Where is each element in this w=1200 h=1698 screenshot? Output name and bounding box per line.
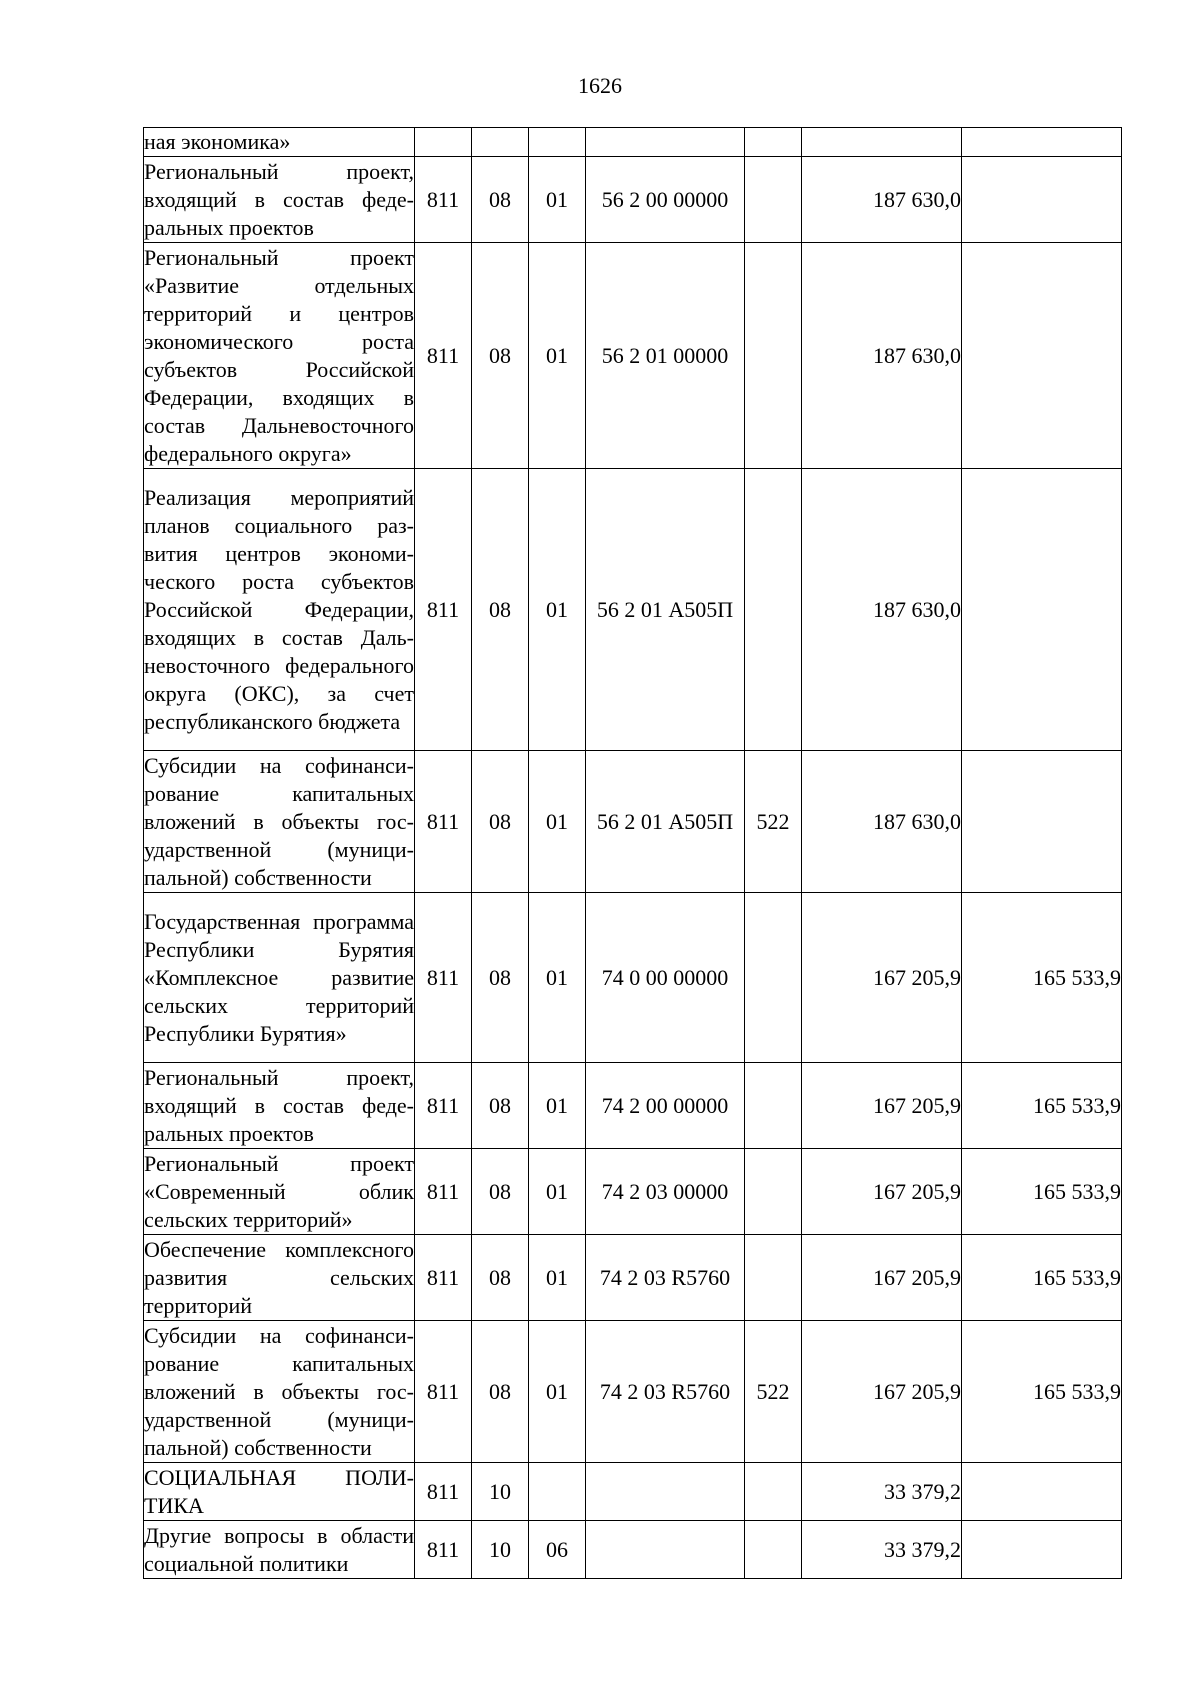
table-row [144, 1521, 1122, 1579]
expense-type-code [745, 1463, 802, 1521]
row-name: Субсидии на софинансирование капитальных вложений в объекты государственной (муниципальной) собственности [144, 1321, 415, 1463]
subsection-code: 01 [529, 1235, 586, 1321]
row-name: Региональный проект «Современный облик сельских территорий» [144, 1149, 415, 1235]
section-code: 08 [472, 893, 529, 1063]
admin-code: 811 [415, 751, 472, 893]
section-code: 08 [472, 1321, 529, 1463]
expense-type-code [745, 893, 802, 1063]
table-row [144, 893, 1122, 1063]
sum-year-2 [962, 1521, 1122, 1579]
target-item-code: 56 2 01 00000 [586, 243, 745, 469]
row-name: Государственная программа Республики Бурятия «Комплексное развитие сельских территорий Республики Бурятия» [144, 893, 415, 1063]
sum-year-2 [962, 469, 1122, 751]
subsection-code: 01 [529, 1149, 586, 1235]
target-item-code: 74 2 03 R5760 [586, 1235, 745, 1321]
sum-year-1: 33 379,2 [802, 1463, 962, 1521]
subsection-code: 01 [529, 893, 586, 1063]
table-row [144, 243, 1122, 469]
section-code: 08 [472, 469, 529, 751]
section-code: 08 [472, 243, 529, 469]
sum-year-1: 167 205,9 [802, 1149, 962, 1235]
subsection-code: 01 [529, 157, 586, 243]
target-item-code: 56 2 00 00000 [586, 157, 745, 243]
row-name: Региональный проект «Развитие отдельных территорий и центров экономического роста субъектов Российской Федерации, входящих в состав Дальневосточного федерального округа» [144, 243, 415, 469]
section-code: 08 [472, 1149, 529, 1235]
table-row [144, 469, 1122, 751]
subsection-code [529, 128, 586, 157]
table-row [144, 1235, 1122, 1321]
admin-code [415, 128, 472, 157]
target-item-code [586, 1521, 745, 1579]
sum-year-1: 167 205,9 [802, 1063, 962, 1149]
admin-code: 811 [415, 893, 472, 1063]
section-code: 08 [472, 1063, 529, 1149]
expense-type-code [745, 1063, 802, 1149]
section-code: 08 [472, 157, 529, 243]
expense-type-code [745, 157, 802, 243]
row-name: СОЦИАЛЬНАЯ ПОЛИТИКА [144, 1463, 415, 1521]
sum-year-1: 167 205,9 [802, 893, 962, 1063]
table-row [144, 128, 1122, 157]
admin-code: 811 [415, 1063, 472, 1149]
table-row [144, 751, 1122, 893]
subsection-code: 01 [529, 1063, 586, 1149]
table-row [144, 1149, 1122, 1235]
sum-year-2 [962, 157, 1122, 243]
sum-year-1: 187 630,0 [802, 157, 962, 243]
sum-year-1: 187 630,0 [802, 243, 962, 469]
sum-year-1: 33 379,2 [802, 1521, 962, 1579]
row-name: Субсидии на софинансирование капитальных вложений в объекты государственной (муниципальной) собственности [144, 751, 415, 893]
page-number: 1626 [578, 73, 622, 98]
row-name: Обеспечение комплексного развития сельских территорий [144, 1235, 415, 1321]
expense-type-code [745, 128, 802, 157]
sum-year-1: 187 630,0 [802, 469, 962, 751]
sum-year-1: 167 205,9 [802, 1235, 962, 1321]
sum-year-2 [962, 128, 1122, 157]
subsection-code: 01 [529, 1321, 586, 1463]
sum-year-2 [962, 243, 1122, 469]
sum-year-2: 165 533,9 [962, 1063, 1122, 1149]
section-code: 08 [472, 751, 529, 893]
sum-year-2 [962, 751, 1122, 893]
admin-code: 811 [415, 1235, 472, 1321]
admin-code: 811 [415, 1321, 472, 1463]
budget-table [143, 127, 1122, 1579]
section-code: 10 [472, 1463, 529, 1521]
sum-year-2: 165 533,9 [962, 1149, 1122, 1235]
sum-year-2: 165 533,9 [962, 1321, 1122, 1463]
sum-year-1 [802, 128, 962, 157]
expense-type-code [745, 469, 802, 751]
sum-year-2 [962, 1463, 1122, 1521]
table-row [144, 1321, 1122, 1463]
admin-code: 811 [415, 469, 472, 751]
section-code: 10 [472, 1521, 529, 1579]
row-name: Другие вопросы в области социальной политики [144, 1521, 415, 1579]
admin-code: 811 [415, 1463, 472, 1521]
admin-code: 811 [415, 1149, 472, 1235]
expense-type-code [745, 243, 802, 469]
target-item-code: 56 2 01 А505П [586, 751, 745, 893]
subsection-code: 01 [529, 469, 586, 751]
subsection-code: 01 [529, 751, 586, 893]
row-name: Региональный проект, входящий в состав федеральных проектов [144, 157, 415, 243]
expense-type-code [745, 1521, 802, 1579]
expense-type-code [745, 1149, 802, 1235]
sum-year-1: 167 205,9 [802, 1321, 962, 1463]
table-row [144, 1463, 1122, 1521]
expense-type-code: 522 [745, 751, 802, 893]
target-item-code: 56 2 01 А505П [586, 469, 745, 751]
target-item-code [586, 1463, 745, 1521]
section-code: 08 [472, 1235, 529, 1321]
target-item-code: 74 2 00 00000 [586, 1063, 745, 1149]
admin-code: 811 [415, 157, 472, 243]
table-row [144, 1063, 1122, 1149]
section-code [472, 128, 529, 157]
table-row [144, 157, 1122, 243]
sum-year-1: 187 630,0 [802, 751, 962, 893]
admin-code: 811 [415, 243, 472, 469]
subsection-code: 01 [529, 243, 586, 469]
admin-code: 811 [415, 1521, 472, 1579]
row-name: Реализация мероприятий планов социального развития центров экономического роста субъектов Российской Федерации, входящих в состав Дальневосточного федерального округа (ОКС), за счет республиканского бюджета [144, 469, 415, 751]
row-name: Региональный проект, входящий в состав федеральных проектов [144, 1063, 415, 1149]
sum-year-2: 165 533,9 [962, 893, 1122, 1063]
subsection-code [529, 1463, 586, 1521]
subsection-code: 06 [529, 1521, 586, 1579]
target-item-code [586, 128, 745, 157]
target-item-code: 74 0 00 00000 [586, 893, 745, 1063]
expense-type-code: 522 [745, 1321, 802, 1463]
target-item-code: 74 2 03 R5760 [586, 1321, 745, 1463]
expense-type-code [745, 1235, 802, 1321]
row-name: ная экономика» [144, 128, 415, 157]
target-item-code: 74 2 03 00000 [586, 1149, 745, 1235]
sum-year-2: 165 533,9 [962, 1235, 1122, 1321]
